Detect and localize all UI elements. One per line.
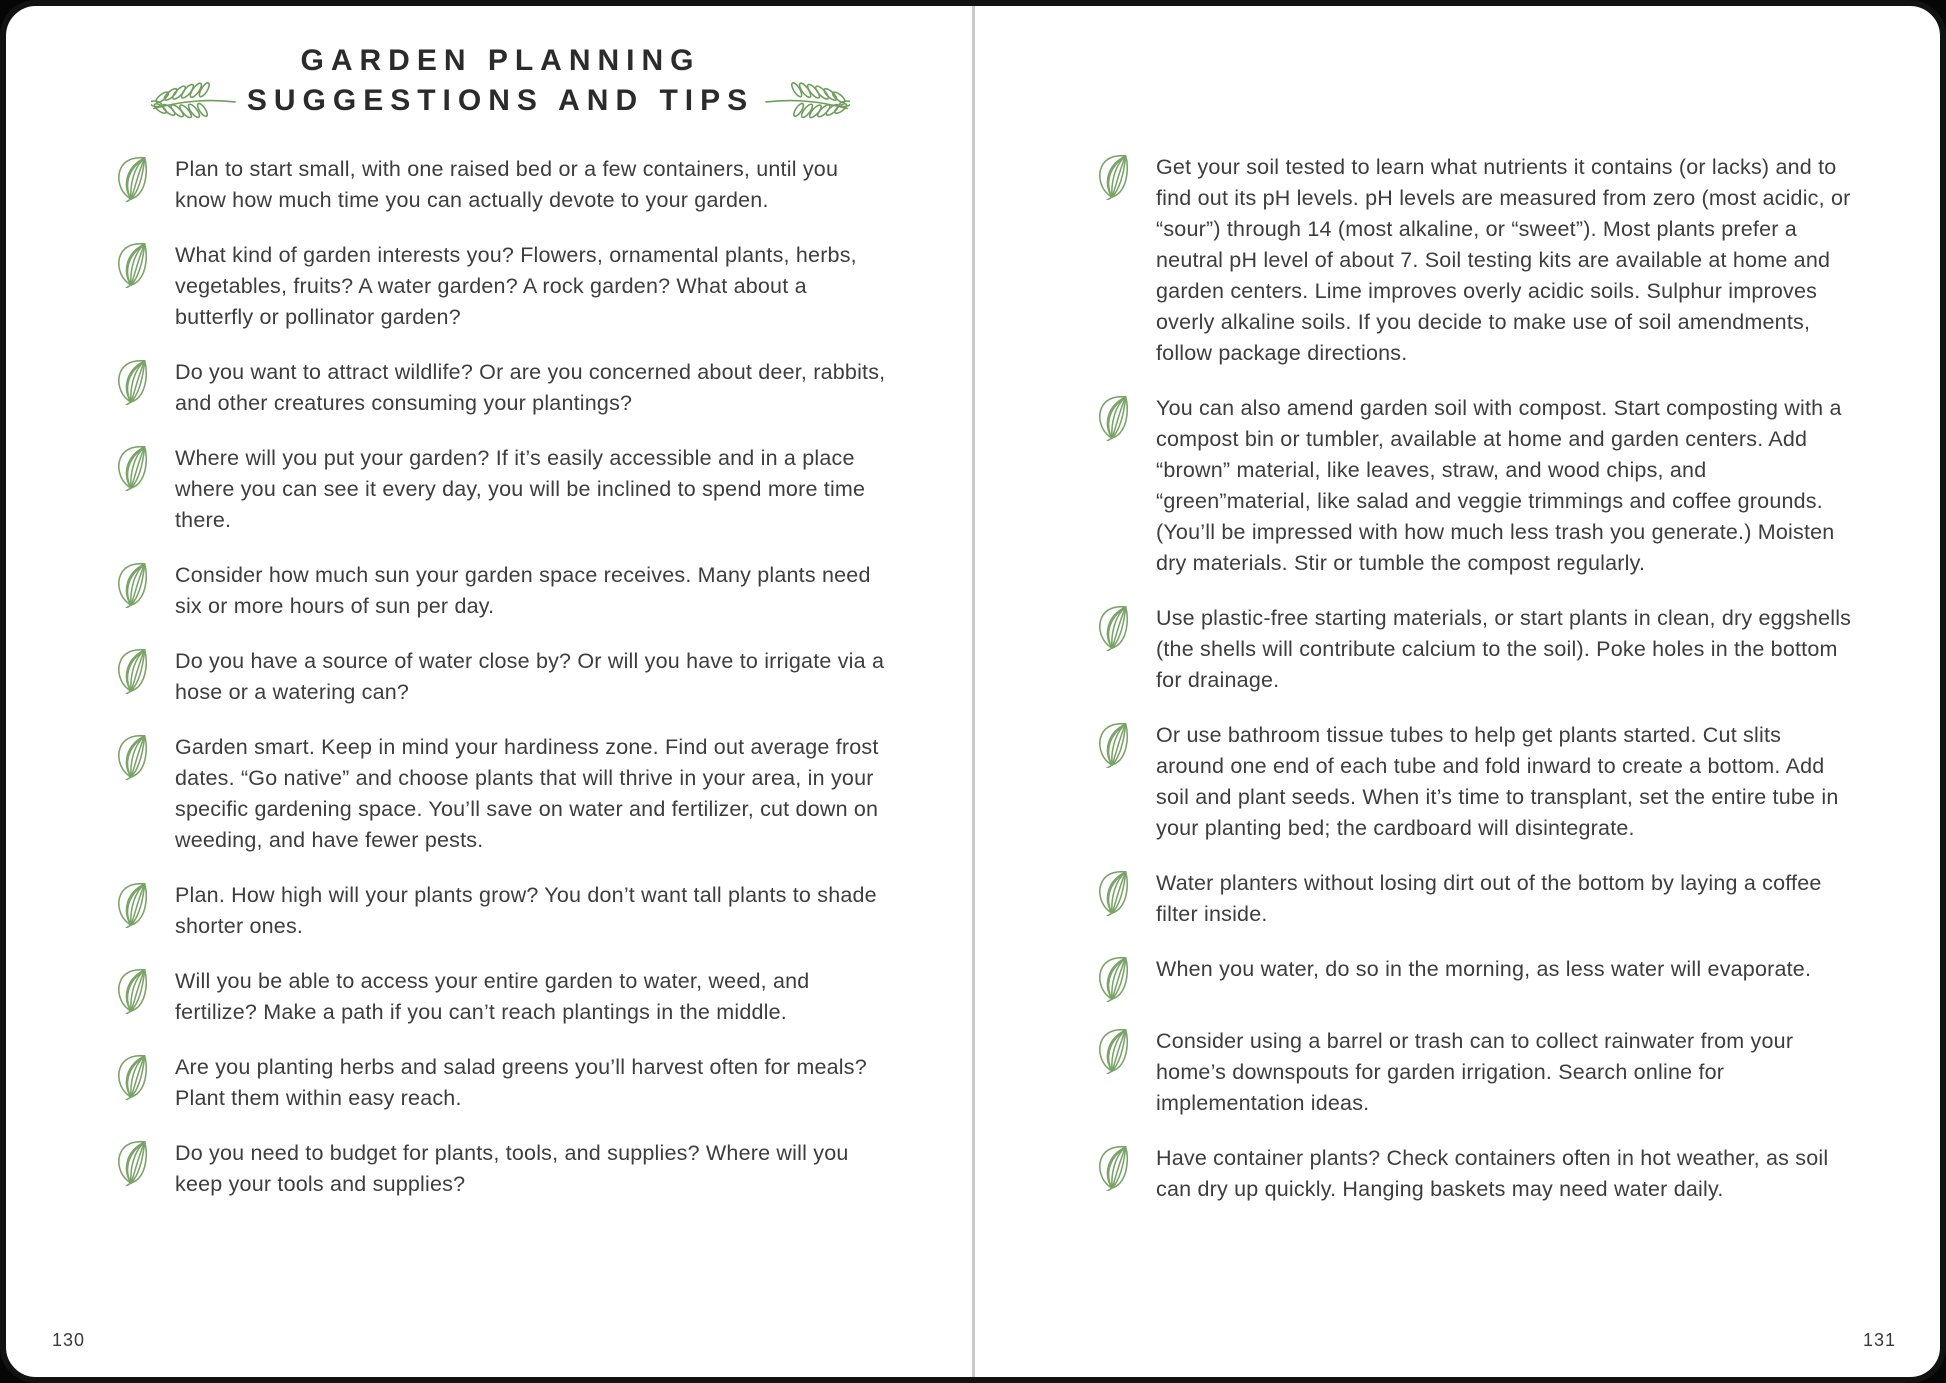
tip-item: [1093, 954, 1852, 1002]
tip-text: Plan. How high will your plants grow? You don’t want tall plants to shade shorter ones.: [175, 883, 877, 938]
leaf-bullet-icon: [1093, 604, 1133, 651]
page-title-line1: GARDEN PLANNING: [300, 44, 701, 77]
leaf-bullet-icon: [112, 881, 152, 928]
tip-text: Have container plants? Check containers often in hot weather, as soil can dry up quickly. Hanging baskets may need water daily.: [1156, 1146, 1829, 1201]
leaf-bullet-icon: [112, 241, 152, 288]
page-title-row: [112, 80, 889, 122]
tip-text: Consider using a barrel or trash can to collect rainwater from your home’s downspouts for garden irrigation. Search online for implementation ideas.: [1156, 1029, 1794, 1115]
page-number-right: 131: [1862, 1330, 1896, 1350]
page-right: [973, 6, 1940, 1377]
tip-item: [112, 966, 889, 1028]
tip-text: Get your soil tested to learn what nutrients it contains (or lacks) and to find out its pH levels. pH levels are measured from zero (most acidic, or “sour”) through 14 (most alkaline, or “sweet”). Most plants prefer a neutral pH level of about 7. Soil testing kits are available at home and garden centers. Lime improves overly acidic soils. Sulphur improves overly alkaline soils. If you decide to make use of soil amendments, follow package directions.: [1156, 155, 1851, 365]
leaf-bullet-icon: [1093, 1027, 1133, 1074]
tip-item: [112, 240, 889, 333]
leaf-bullet-icon: [112, 733, 152, 780]
leaf-bullet-icon: [112, 1139, 152, 1186]
page-title-line2: SUGGESTIONS AND TIPS: [246, 84, 755, 117]
leaf-bullet-icon: [112, 155, 152, 202]
leaf-bullet-icon: [1093, 153, 1133, 200]
tip-item: [1093, 152, 1852, 369]
leaf-bullet-icon: [112, 358, 152, 405]
tips-list-right: [1093, 152, 1852, 1205]
tips-list-left: [112, 154, 889, 1200]
leaf-bullet-icon: [112, 444, 152, 491]
tip-text: Do you want to attract wildlife? Or are you concerned about deer, rabbits, and other creatures consuming your plantings?: [175, 360, 886, 415]
tip-item: [1093, 1026, 1852, 1119]
tip-text: Consider how much sun your garden space receives. Many plants need six or more hours of sun per day.: [175, 563, 871, 618]
tip-item: [1093, 720, 1852, 844]
tip-item: [112, 646, 889, 708]
tip-item: [112, 1052, 889, 1114]
tip-text: Garden smart. Keep in mind your hardiness zone. Find out average frost dates. “Go native” and choose plants that will thrive in your area, in your specific gardening space. You’ll save on water and fertilizer, cut down on weeding, and have fewer pests.: [175, 735, 879, 852]
leaf-bullet-icon: [112, 561, 152, 608]
tip-text: Water planters without losing dirt out of the bottom by laying a coffee filter inside.: [1156, 871, 1822, 926]
tip-item: [1093, 603, 1852, 696]
tip-item: [1093, 393, 1852, 579]
tip-item: [112, 560, 889, 622]
leaf-bullet-icon: [112, 1053, 152, 1100]
tip-item: [112, 443, 889, 536]
leaf-bullet-icon: [1093, 869, 1133, 916]
leaf-bullet-icon: [1093, 955, 1133, 1002]
tip-text: Are you planting herbs and salad greens you’ll harvest often for meals? Plant them within easy reach.: [175, 1055, 867, 1110]
tip-text: Plan to start small, with one raised bed or a few containers, until you know how much time you can actually devote to your garden.: [175, 157, 839, 212]
page-number-left: 130: [52, 1330, 86, 1350]
tip-item: [112, 1138, 889, 1200]
page-left: [6, 6, 973, 1377]
leaf-bullet-icon: [1093, 721, 1133, 768]
tip-item: [1093, 868, 1852, 930]
page-gutter-divider: [972, 6, 975, 1377]
leaf-bullet-icon: [1093, 1144, 1133, 1191]
tip-text: What kind of garden interests you? Flowers, ornamental plants, herbs, vegetables, fruits? A water garden? A rock garden? What about a butterfly or pollinator garden?: [175, 243, 857, 329]
tip-text: Do you need to budget for plants, tools, and supplies? Where will you keep your tools and supplies?: [175, 1141, 849, 1196]
tip-text: Or use bathroom tissue tubes to help get plants started. Cut slits around one end of each tube and fold inward to create a bottom. Add soil and plant seeds. When it’s time to transplant, set the entire tube in your planting bed; the cardboard will disintegrate.: [1156, 723, 1839, 840]
fern-sprig-left-icon: [151, 80, 237, 122]
tip-item: [112, 154, 889, 216]
tip-text: You can also amend garden soil with compost. Start composting with a compost bin or tumbler, available at home and garden centers. Add “brown” material, like leaves, straw, and wood chips, and “green”material, like salad and veggie trimmings and coffee grounds. (You’ll be impressed with how much less trash you generate.) Moisten dry materials. Stir or tumble the compost regularly.: [1156, 396, 1842, 575]
tip-text: Where will you put your garden? If it’s easily accessible and in a place where you can see it every day, you will be inclined to spend more time there.: [175, 446, 866, 532]
tip-item: [1093, 1143, 1852, 1205]
tip-item: [112, 880, 889, 942]
leaf-bullet-icon: [1093, 394, 1133, 441]
leaf-bullet-icon: [112, 967, 152, 1014]
tip-item: [112, 732, 889, 856]
tip-item: [112, 357, 889, 419]
tip-text: When you water, do so in the morning, as less water will evaporate.: [1156, 957, 1812, 981]
leaf-bullet-icon: [112, 647, 152, 694]
fern-sprig-right-icon: [764, 80, 850, 122]
tip-text: Will you be able to access your entire garden to water, weed, and fertilize? Make a path if you can’t reach plantings in the middle.: [175, 969, 810, 1024]
tip-text: Use plastic-free starting materials, or start plants in clean, dry eggshells (the shells will contribute calcium to the soil). Poke holes in the bottom for drainage.: [1156, 606, 1852, 692]
tip-text: Do you have a source of water close by? Or will you have to irrigate via a hose or a watering can?: [175, 649, 885, 704]
